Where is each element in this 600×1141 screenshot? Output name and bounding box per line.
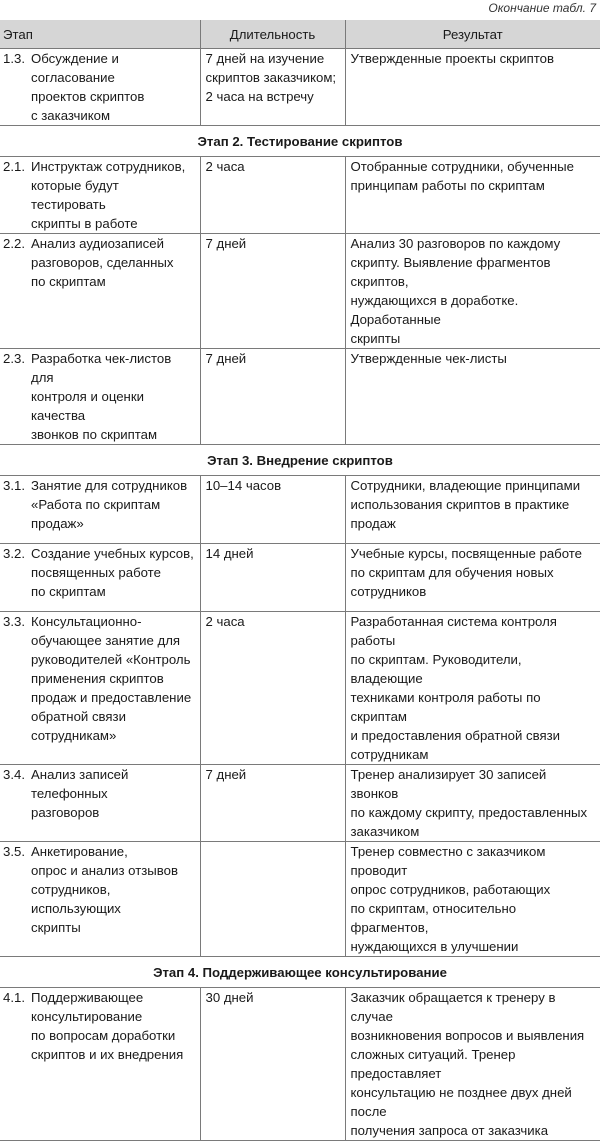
duration-cell: 10–14 часов	[200, 476, 345, 544]
stage-cell	[0, 234, 200, 349]
stage-title: Этап 3. Внедрение скриптов	[0, 445, 600, 476]
stage-cell	[0, 842, 200, 957]
duration-cell: 2 часа	[200, 612, 345, 765]
step-number: 2.2.	[3, 236, 25, 251]
stage-cell	[0, 349, 200, 445]
result-cell: Анализ 30 разговоров по каждому скрипту. Выявление фрагментов скриптов, нуждающихся в доработке. Доработанные скрипты	[345, 234, 600, 349]
step-text: Анкетирование, опрос и анализ отзывов сотрудников, использующих скрипты	[31, 844, 178, 935]
step-number: 3.5.	[3, 844, 25, 859]
step-number: 3.1.	[3, 478, 25, 493]
result-cell: Заказчик обращается к тренеру в случае возникновения вопросов и выявления сложных ситуаций. Тренер предоставляет консультацию не позднее двух дней после получения запроса от заказчика	[345, 988, 600, 1141]
stage-row	[0, 445, 600, 476]
duration-cell: 7 дней	[200, 765, 345, 842]
duration-cell: 30 дней	[200, 988, 345, 1141]
step-text: Обсуждение и согласование проектов скриптов с заказчиком	[31, 51, 145, 123]
step-text: Анализ записей телефонных разговоров	[31, 767, 129, 820]
stage-cell	[0, 544, 200, 612]
table-row	[0, 476, 600, 544]
result-cell: Разработанная система контроля работы по скриптам. Руководители, владеющие техниками контроля работы по скриптам и предоставления обратной связи сотрудникам	[345, 612, 600, 765]
duration-cell: 7 дней	[200, 234, 345, 349]
result-cell: Тренер совместно с заказчиком проводит опрос сотрудников, работающих по скриптам, относительно фрагментов, нуждающихся в улучшении	[345, 842, 600, 957]
result-cell: Утвержденные проекты скриптов	[345, 49, 600, 126]
step-text: Занятие для сотрудников «Работа по скриптам продаж»	[31, 478, 188, 531]
stage-title: Этап 4. Поддерживающее консультирование	[0, 957, 600, 988]
step-number: 3.4.	[3, 767, 25, 782]
stage-cell	[0, 612, 200, 765]
stage-row	[0, 126, 600, 157]
duration-cell: 2 часа	[200, 157, 345, 234]
table-row	[0, 544, 600, 612]
table-body	[0, 49, 600, 1141]
step-number: 2.3.	[3, 351, 25, 366]
step-text: Поддерживающее консультирование по вопросам доработки скриптов и их внедрения	[31, 990, 184, 1062]
stage-cell	[0, 476, 200, 544]
step-number: 1.3.	[3, 51, 25, 66]
stage-row	[0, 957, 600, 988]
table-row	[0, 765, 600, 842]
result-cell: Учебные курсы, посвященные работе по скриптам для обучения новых сотрудников	[345, 544, 600, 612]
stage-cell	[0, 988, 200, 1141]
table-row	[0, 234, 600, 349]
stage-title: Этап 2. Тестирование скриптов	[0, 126, 600, 157]
result-cell: Тренер анализирует 30 записей звонков по каждому скрипту, предоставленных заказчиком	[345, 765, 600, 842]
table-row	[0, 842, 600, 957]
table-row	[0, 612, 600, 765]
result-cell: Утвержденные чек-листы	[345, 349, 600, 445]
step-text: Создание учебных курсов, посвященных работе по скриптам	[31, 546, 194, 599]
result-cell: Отобранные сотрудники, обученные принципам работы по скриптам	[345, 157, 600, 234]
result-cell: Сотрудники, владеющие принципами использования скриптов в практике продаж	[345, 476, 600, 544]
duration-cell: 14 дней	[200, 544, 345, 612]
step-text: Инструктаж сотрудников, которые будут тестировать скрипты в работе	[31, 159, 186, 231]
step-text: Консультационно- обучающее занятие для руководителей «Контроль применения скриптов продаж и предоставление обратной связи сотрудникам»	[31, 614, 192, 743]
step-number: 4.1.	[3, 990, 25, 1005]
table-caption: Окончание табл. 7	[488, 1, 596, 15]
table-row	[0, 349, 600, 445]
table-row	[0, 988, 600, 1141]
step-text: Разработка чек-листов для контроля и оценки качества звонков по скриптам	[31, 351, 172, 442]
duration-cell	[200, 842, 345, 957]
header-result: Результат	[345, 20, 600, 49]
step-text: Анализ аудиозаписей разговоров, сделанных по скриптам	[31, 236, 174, 289]
table-row	[0, 49, 600, 126]
table-row	[0, 157, 600, 234]
header-duration: Длительность	[200, 20, 345, 49]
duration-cell: 7 дней на изучение скриптов заказчиком; 2 часа на встречу	[200, 49, 345, 126]
step-number: 2.1.	[3, 159, 25, 174]
stage-cell	[0, 157, 200, 234]
header-stage: Этап	[0, 20, 200, 49]
duration-cell: 7 дней	[200, 349, 345, 445]
step-number: 3.2.	[3, 546, 25, 561]
step-number: 3.3.	[3, 614, 25, 629]
header-row	[0, 20, 600, 49]
stage-cell	[0, 49, 200, 126]
stage-cell	[0, 765, 200, 842]
